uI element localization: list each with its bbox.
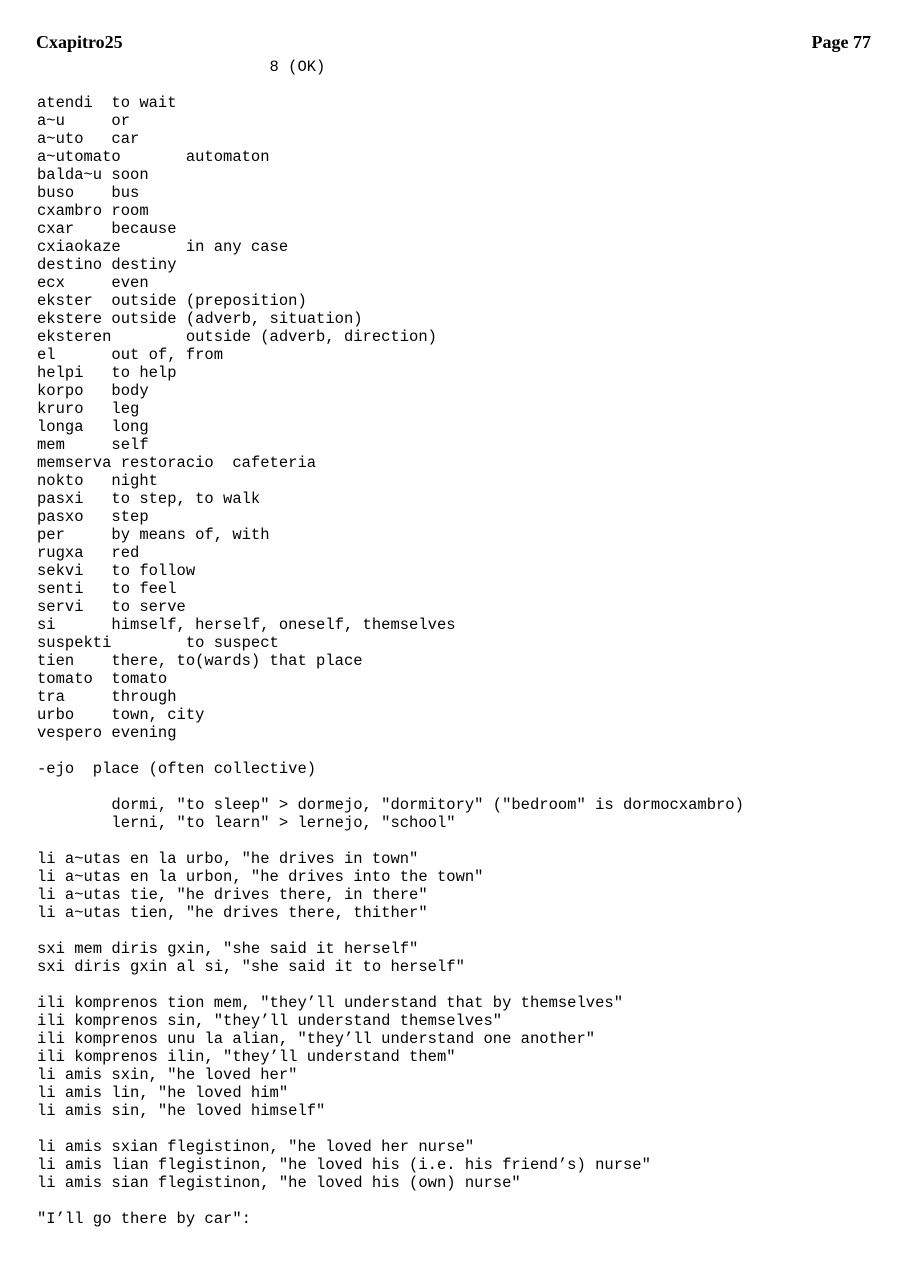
text-line: pasxi to step, to walk <box>37 490 261 508</box>
text-line: a~u or <box>37 112 131 130</box>
text-line: korpo body <box>37 382 149 400</box>
text-line: ekstere outside (adverb, situation) <box>37 310 363 328</box>
text-line <box>37 832 744 850</box>
text-line: sekvi to follow <box>37 562 196 580</box>
text-line: senti to feel <box>37 580 177 598</box>
text-line: cxiaokaze in any case <box>37 238 289 256</box>
text-line: eksteren outside (adverb, direction) <box>37 328 437 346</box>
text-line: atendi to wait <box>37 94 177 112</box>
chapter-title: Cxapitro25 <box>36 32 123 52</box>
text-line: -ejo place (often collective) <box>37 760 317 778</box>
text-line: tomato tomato <box>37 670 168 688</box>
text-line: sxi diris gxin al si, "she said it to herself" <box>37 958 465 976</box>
text-line <box>37 1120 744 1138</box>
text-line <box>37 778 744 796</box>
text-line: li amis sin, "he loved himself" <box>37 1102 326 1120</box>
text-line: ili komprenos ilin, "they’ll understand them" <box>37 1048 456 1066</box>
text-line <box>37 1192 744 1210</box>
text-line: pasxo step <box>37 508 149 526</box>
text-line: sxi mem diris gxin, "she said it herself" <box>37 940 419 958</box>
text-line <box>37 922 744 940</box>
text-line: ili komprenos unu la alian, "they’ll understand one another" <box>37 1030 596 1048</box>
text-line: li amis sxian flegistinon, "he loved her nurse" <box>37 1138 475 1156</box>
text-line: helpi to help <box>37 364 177 382</box>
text-line: tien there, to(wards) that place <box>37 652 363 670</box>
text-line: rugxa red <box>37 544 140 562</box>
document-body <box>37 58 744 1228</box>
text-line: li amis sian flegistinon, "he loved his (own) nurse" <box>37 1174 521 1192</box>
text-line: vespero evening <box>37 724 177 742</box>
text-line: li a~utas tien, "he drives there, thither" <box>37 904 428 922</box>
text-line: li amis lian flegistinon, "he loved his (i.e. his friend’s) nurse" <box>37 1156 651 1174</box>
text-line: servi to serve <box>37 598 186 616</box>
text-line: buso bus <box>37 184 140 202</box>
text-line: kruro leg <box>37 400 140 418</box>
text-line: ili komprenos sin, "they’ll understand themselves" <box>37 1012 503 1030</box>
text-line <box>37 976 744 994</box>
text-line: balda~u soon <box>37 166 149 184</box>
text-line: ecx even <box>37 274 149 292</box>
text-line: memserva restoracio cafeteria <box>37 454 317 472</box>
text-line: per by means of, with <box>37 526 270 544</box>
text-line: nokto night <box>37 472 158 490</box>
text-line: el out of, from <box>37 346 224 364</box>
text-line: a~uto car <box>37 130 140 148</box>
text-line: "I’ll go there by car": <box>37 1210 251 1228</box>
text-line: cxambro room <box>37 202 149 220</box>
text-line: tra through <box>37 688 177 706</box>
text-line <box>37 742 744 760</box>
text-line: a~utomato automaton <box>37 148 270 166</box>
text-line: li amis lin, "he loved him" <box>37 1084 289 1102</box>
text-line: urbo town, city <box>37 706 205 724</box>
text-line: destino destiny <box>37 256 177 274</box>
text-line: dormi, "to sleep" > dormejo, "dormitory" ("bedroom" is dormocxambro) <box>37 796 744 814</box>
text-line: lerni, "to learn" > lernejo, "school" <box>37 814 456 832</box>
text-line: li a~utas tie, "he drives there, in there" <box>37 886 428 904</box>
text-line: ili komprenos tion mem, "they’ll understand that by themselves" <box>37 994 623 1012</box>
text-line <box>37 76 744 94</box>
text-line: li a~utas en la urbo, "he drives in town" <box>37 850 419 868</box>
page-number: Page 77 <box>811 32 871 52</box>
text-line: cxar because <box>37 220 177 238</box>
text-line: longa long <box>37 418 149 436</box>
text-line: li amis sxin, "he loved her" <box>37 1066 298 1084</box>
text-line: suspekti to suspect <box>37 634 279 652</box>
text-line: li a~utas en la urbon, "he drives into the town" <box>37 868 484 886</box>
text-line: ekster outside (preposition) <box>37 292 307 310</box>
text-line: mem self <box>37 436 149 454</box>
text-line: 8 (OK) <box>37 58 326 76</box>
text-line: si himself, herself, oneself, themselves <box>37 616 456 634</box>
